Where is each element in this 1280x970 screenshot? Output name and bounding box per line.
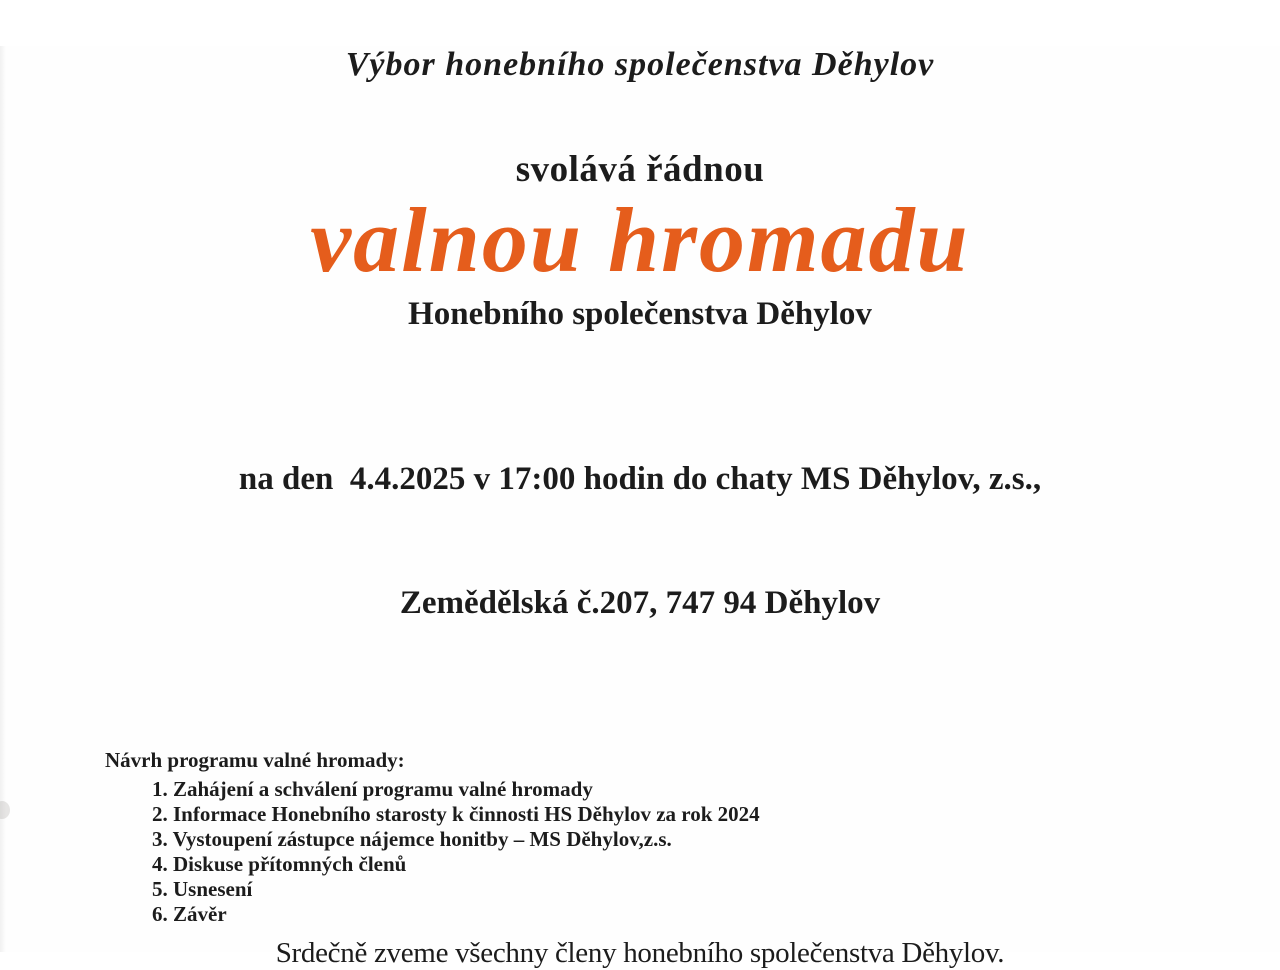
agenda-item-4: 4. Diskuse přítomných členů xyxy=(152,851,407,876)
agenda-item-1: 1. Zahájení a schválení programu valné hromady xyxy=(152,776,593,801)
closing-invitation-line: Srdečně zveme všechny členy honebního společenstva Děhylov. xyxy=(275,936,1005,969)
datetime-line-1: na den 4.4.2025 v 17:00 hodin do chaty MS Děhylov, z.s., xyxy=(238,460,1042,497)
agenda-item-3: 3. Vystoupení zástupce nájemce honitby – MS Děhylov,z.s. xyxy=(152,826,672,851)
agenda-heading: Návrh programu valné hromady: xyxy=(105,747,405,772)
datetime-venue-block xyxy=(0,375,1280,708)
convenes-subheading: svolává řádnou xyxy=(515,149,765,190)
scanned-invitation-page xyxy=(0,46,1280,969)
agenda-item-2: 2. Informace Honebního starosty k činnosti HS Děhylov za rok 2024 xyxy=(152,801,760,826)
organization-name: Honebního společenstva Děhylov xyxy=(408,296,872,333)
scan-artifact-mark xyxy=(0,801,10,819)
agenda-item-6: 6. Závěr xyxy=(152,901,227,926)
datetime-line-2: Zemědělská č.207, 747 94 Děhylov xyxy=(399,585,881,622)
agenda-section xyxy=(105,748,1280,927)
committee-header: Výbor honebního společenstva Děhylov xyxy=(345,46,935,83)
general-meeting-title: valnou hromadu xyxy=(310,189,970,291)
agenda-item-5: 5. Usnesení xyxy=(152,876,253,901)
